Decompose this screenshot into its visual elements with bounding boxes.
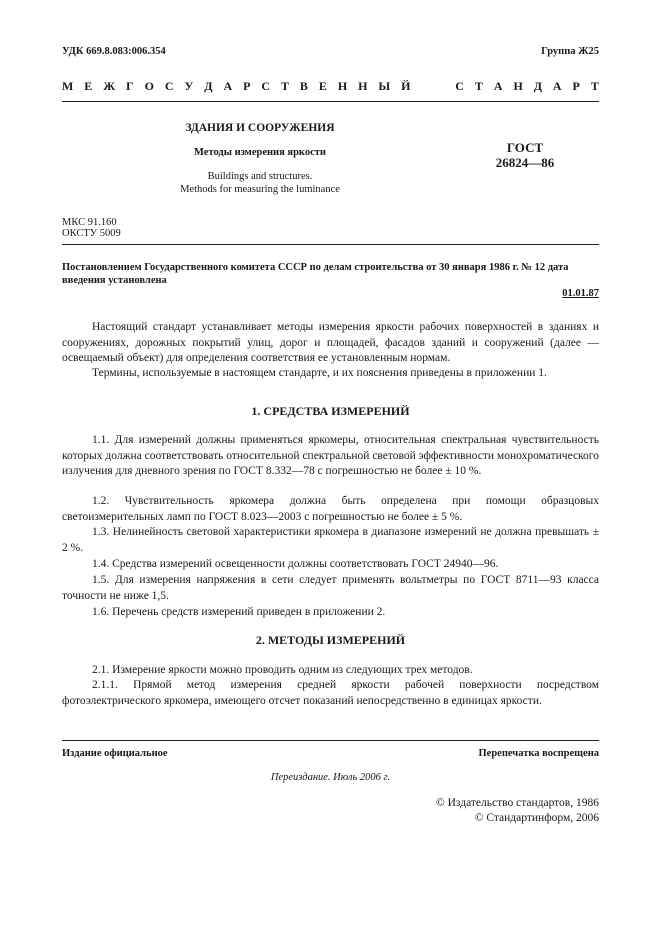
banner-letter: Ж	[103, 79, 116, 93]
banner-letter: Т	[280, 79, 289, 93]
group-code: Группа Ж25	[541, 46, 599, 57]
banner-letter: Т	[474, 79, 483, 93]
intro-paragraph: Настоящий стандарт устанавливает методы измерения яркости рабочих поверхностей в зданиях и сооружениях, дорожных покрытий улиц, дорог и площадей, фасадов зданий и сооружений (далее — освещаемый объект) для определения соответствия ее установленным нормам.	[62, 321, 599, 364]
clause-1-5: 1.5. Для измерения напряжения в сети следует применять вольтметры по ГОСТ 8711—93 класса точности не ниже 1,5.	[62, 574, 599, 602]
title-ru-main: ЗДАНИЯ И СООРУЖЕНИЯ	[185, 122, 335, 134]
banner-letter: Д	[533, 79, 542, 93]
gost-number: 26824—86	[495, 155, 555, 170]
section-2-title: 2. МЕТОДЫ ИЗМЕРЕНИЙ	[255, 633, 406, 647]
banner-letter: Н	[358, 79, 368, 93]
banner-letter	[421, 79, 427, 94]
title-ru-sub: Методы измерения яркости	[194, 147, 326, 158]
title-en-line1: Buildings and structures.	[207, 171, 313, 182]
intro-paragraph: Термины, используемые в настоящем стандарте, и их пояснения приведены в приложении 1.	[92, 367, 547, 379]
header-divider	[62, 101, 599, 102]
banner-letter: А	[223, 79, 233, 93]
banner-letter: Е	[318, 79, 327, 93]
banner-letter: С	[455, 79, 464, 93]
banner-letter: Е	[84, 79, 93, 93]
clause-1-4: 1.4. Средства измерений освещенности должны соответствовать ГОСТ 24940—96.	[92, 558, 499, 570]
banner-letter: С	[164, 79, 174, 93]
banner-letter: С	[261, 79, 271, 93]
clause-2-1: 2.1. Измерение яркости можно проводить одним из следующих трех методов.	[92, 664, 473, 676]
copyright-line: © Стандартинформ, 2006	[474, 812, 599, 824]
banner-letter: В	[299, 79, 308, 93]
banner-letter: М	[62, 79, 74, 93]
banner-letter	[438, 79, 444, 94]
banner-letter: Д	[204, 79, 213, 93]
reissue-note: Переиздание. Июль 2006 г.	[270, 772, 391, 783]
udk-code: УДК 669.8.083:006.354	[62, 46, 166, 57]
banner-letter: Ы	[378, 79, 391, 93]
banner-letter: Р	[572, 79, 580, 93]
gost-label: ГОСТ	[506, 140, 544, 155]
interstate-standard-banner	[62, 79, 599, 94]
section-1-title: 1. СРЕДСТВА ИЗМЕРЕНИЙ	[251, 404, 410, 418]
banner-letter: А	[552, 79, 562, 93]
banner-letter: А	[493, 79, 503, 93]
banner-letter: Н	[513, 79, 523, 93]
banner-letter: Т	[590, 79, 599, 93]
banner-letter: Н	[337, 79, 348, 93]
classification-codes	[62, 217, 121, 239]
clause-2-1-1: 2.1.1. Прямой метод измерения средней яркости рабочей поверхности посредством фотоэлектрического яркомера, имеющего отсчет показаний непосредственно в единицах яркости.	[62, 679, 599, 707]
clause-1-1: 1.1. Для измерений должны применяться яркомеры, относительная спектральная чувствительность которых должна соответствовать относительной спектральной световой эффективности монохроматического излучения для дневного зрения по ГОСТ 8.332—78 с погрешностью не более ± 10 %.	[62, 434, 599, 477]
clause-1-2: 1.2. Чувствительность яркомера должна быть определена при помощи образцовых светоизмерительных ламп по ГОСТ 8.023—2003 с погрешностью не более ± 5 %.	[62, 495, 599, 523]
clause-1-3: 1.3. Нелинейность световой характеристики яркомера в диапазоне измерений не должна превышать ± 2 %.	[62, 526, 599, 554]
clause-1-6: 1.6. Перечень средств измерений приведен в приложении 2.	[92, 606, 386, 618]
title-en-line2: Methods for measuring the luminance	[180, 184, 340, 195]
effective-date: 01.01.87	[562, 288, 599, 299]
mks-code: МКС 91.160	[62, 217, 117, 228]
decree-text: Постановлением Государственного комитета СССР по делам строительства от 30 января 1986 г. № 12 дата введения установлена	[62, 262, 569, 286]
footer-divider	[62, 740, 599, 741]
copyright-line: © Издательство стандартов, 1986	[435, 797, 599, 809]
official-edition-label: Издание официальное	[62, 748, 168, 759]
banner-letter: У	[184, 79, 194, 93]
codes-divider	[62, 244, 599, 245]
banner-letter: Г	[126, 79, 134, 93]
banner-letter: Р	[243, 79, 251, 93]
banner-letter: О	[144, 79, 154, 93]
okstu-code: ОКСТУ 5009	[62, 228, 121, 239]
banner-letter: Й	[401, 79, 411, 93]
reprint-prohibited-label: Перепечатка воспрещена	[478, 748, 599, 759]
